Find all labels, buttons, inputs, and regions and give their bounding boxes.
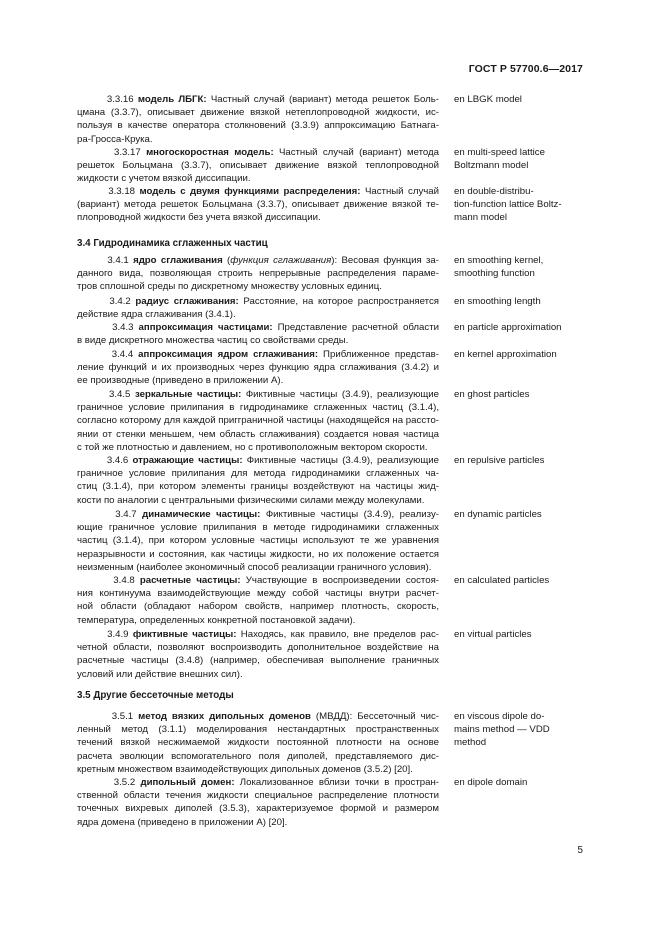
definition-entry (77, 628, 661, 681)
definition-line: стиц (3.1.4), при котором элементы границы воздействуют на частицы жид- (77, 481, 439, 493)
definition-text (77, 185, 439, 225)
english-equivalent (454, 628, 594, 641)
definition-line: ственной области течения жидкости специальное распределение плотности (77, 790, 439, 802)
definition-line (77, 776, 439, 789)
term-number: 3.5.1 (77, 711, 139, 722)
definition-line (77, 185, 439, 198)
term-number: 3.3.16 (77, 94, 138, 105)
definition-line: ра-Гросса-Крука. (77, 133, 153, 145)
definition-line: 3.4.1 ядро сглаживания (функция сглаживания): Весовая функция за- (77, 255, 439, 266)
english-term-line: en dipole domain (454, 777, 528, 788)
definition-line: ее производные (приведено в приложении А). (77, 375, 284, 387)
term-number: 3.4.2 (77, 296, 136, 307)
definition-text (77, 93, 439, 146)
definition-line: действие ядра сглаживания (3.4.1). (77, 309, 236, 321)
english-term-line: en repulsive particles (454, 455, 545, 466)
english-term-line: en smoothing length (454, 296, 541, 307)
definition-body: Фиктивные частицы (3.4.9), реализующие (241, 389, 439, 400)
english-equivalent (454, 254, 594, 280)
definition-text (77, 628, 439, 681)
english-term-line: en virtual particles (454, 629, 532, 640)
page-number: 5 (577, 845, 583, 856)
definition-line: цмана (3.3.7), описывает движение вязкой нетеплопроводной жидкости, ис- (77, 107, 439, 119)
english-equivalent (454, 388, 594, 401)
definition-line (77, 348, 439, 361)
term-name: зеркальные частицы: (134, 389, 242, 400)
definition-line: ющие граничное условие прилипания в методе гидродинамики сглаженных (77, 522, 439, 534)
definition-entry (77, 93, 661, 146)
definition-body: Находясь, как правило, вне пределов рас- (236, 629, 439, 640)
definition-line: неизменным (наиболее экономичный способ реализации граничного условия). (77, 561, 432, 573)
definition-body: Частный случай (вариант) метода (273, 147, 440, 158)
english-term-line: en dynamic particles (454, 509, 542, 520)
english-term-line: en multi-speed lattice (454, 147, 545, 158)
definition-line (77, 710, 439, 723)
definition-entry (77, 508, 661, 574)
definition-body: : Весовая функция за- (334, 255, 439, 266)
english-term-line: en calculated particles (454, 575, 550, 586)
term-name: аппроксимация частицами: (138, 322, 273, 333)
english-term-line: smoothing function (454, 268, 535, 280)
definition-entry (77, 574, 661, 627)
definition-line: (вариант) метода решеток Больцмана (3.3.7), описывает движение вязкой те- (77, 199, 439, 211)
term-synonym: функция сглаживания (230, 255, 332, 266)
definition-body: Фиктивные частицы (3.4.9), реализу- (260, 509, 439, 520)
english-term-line: en particle approximation (454, 322, 562, 333)
definition-entry (77, 146, 661, 186)
definition-line: ной области (обладают набором свойств, например плотность, скорость, (77, 601, 439, 613)
definition-line: ядра домена (приведено в приложении А) [20]. (77, 816, 288, 828)
definition-line: кости по аналогии с центральными физическими силами между молекулами. (77, 494, 425, 506)
definition-body: Расстояние, на которое распространяется (238, 296, 439, 307)
definition-line: четной области, позволяют воспроизводить дополнительное воздействие на (77, 642, 439, 654)
definition-entry (77, 295, 661, 321)
definition-text (77, 574, 439, 627)
term-name: радиус сглаживания: (135, 296, 239, 307)
definition-text (77, 388, 439, 454)
definition-line: данного вида, позволяющая строить непрерывные распределения параме- (77, 268, 439, 280)
definition-line (77, 146, 439, 159)
definition-text (77, 348, 439, 388)
definition-text (77, 146, 439, 186)
definition-entry (77, 185, 661, 225)
english-equivalent (454, 710, 594, 750)
definition-line: граничное условие прилипания для метода гидродинамики сглаженных ча- (77, 468, 439, 480)
definition-line: согласно которому для каждой пригграничной частицы (находящейся на рассто- (77, 415, 439, 427)
term-number: 3.4.3 (77, 322, 139, 333)
term-name: многоскоростная модель: (146, 147, 274, 158)
term-number: 3.4.1 (77, 255, 134, 266)
term-name: ядро сглаживания (133, 255, 223, 266)
definition-text (77, 710, 439, 776)
definition-line (77, 574, 439, 587)
definition-line (77, 388, 439, 401)
english-term-line: mains method — VDD (454, 724, 550, 736)
english-term-line: en smoothing kernel, (454, 255, 544, 266)
english-term-line: method (454, 737, 487, 749)
definition-body: Представление расчетной области (272, 322, 439, 333)
definition-entry (77, 710, 661, 776)
term-name: динамические частицы: (142, 509, 261, 520)
definition-body: Частный случай (вариант) метода решеток Боль- (206, 94, 440, 105)
definition-line: расчета эволюции вспомогательного поля диполей, представляемого дис- (77, 750, 439, 762)
definition-line: решеток Больцмана (3.3.7), описывает движение вязкой теплопроводной (77, 160, 439, 172)
definition-body: Участвующие в воспроизведении состоя- (240, 575, 439, 586)
english-equivalent (454, 574, 594, 587)
definition-line: тров сплошной среды по дискретному множеству условных единиц. (77, 281, 382, 293)
definition-body: Локализованное вблизи точки в простран- (234, 777, 439, 788)
english-term-line: en double-distribu- (454, 186, 534, 197)
term-number: 3.4.8 (77, 575, 140, 586)
term-name: модель с двумя функциями распределения: (139, 186, 361, 197)
definition-line: янии от стенки меньшем, чем область сглаживания) создается новая частица (77, 428, 439, 440)
section-heading-3-4: 3.4 Гидродинамика сглаженных частиц (77, 238, 268, 249)
english-term-line: en LBGK model (454, 94, 522, 105)
term-name: модель ЛБГК: (137, 94, 207, 105)
english-term-line: mann model (454, 212, 507, 224)
definition-line: точечных вихревых диполей (3.5.3), характеризуемое формой и размером (77, 803, 439, 815)
term-number: 3.4.4 (77, 349, 139, 360)
definition-entry (77, 776, 661, 829)
definition-line: ния континуума взаимодействующие между собой частицы внутри расчет- (77, 588, 439, 600)
english-equivalent (454, 348, 594, 361)
definition-line: течений вязкой несжимаемой жидкости постоянной плотности на основе (77, 737, 439, 749)
definition-line (77, 321, 439, 334)
english-term-line: en viscous dipole do- (454, 711, 545, 722)
english-equivalent (454, 508, 594, 521)
definition-line: ленный метод (3.1.1) моделирования нестандартных пространственных (77, 724, 439, 736)
definition-body: Частный случай (360, 186, 440, 197)
term-number: 3.4.6 (77, 455, 133, 466)
english-term-line: tion-function lattice Boltz- (454, 199, 562, 211)
definition-line: плопроводной жидкости без учета вязкой диссипации. (77, 212, 321, 224)
term-name: метод вязких дипольных доменов (138, 711, 311, 722)
term-number: 3.4.5 (77, 389, 135, 400)
definition-line: ление функций и их производных через функцию ядра сглаживания (3.4.2) и (77, 362, 439, 374)
definition-text (77, 254, 439, 294)
english-equivalent (454, 295, 594, 308)
definition-line: с той же плотностью и давлением, но с противоположным вектором скорости. (77, 441, 428, 453)
definition-entry (77, 388, 661, 454)
term-number: 3.4.9 (77, 629, 133, 640)
english-equivalent (454, 776, 594, 789)
english-equivalent (454, 93, 594, 106)
definition-line: граничное условие прилипания в гидродинамике сглаженных частиц (3.1.4), (77, 402, 439, 414)
definition-line: неразрывности и состояния, как частицы жидкости, но их положение остается (77, 548, 439, 560)
term-number: 3.4.7 (77, 509, 143, 520)
definition-entry (77, 321, 661, 347)
english-equivalent (454, 185, 594, 225)
definition-entry (77, 454, 661, 507)
definition-body: Приближенное представ- (318, 349, 439, 360)
term-name: аппроксимация ядром сглаживания: (138, 349, 319, 360)
definition-line: частиц (3.1.4), при котором условные частицы используют те же уравнения (77, 535, 439, 547)
term-name: отражающие частицы: (132, 455, 243, 466)
term-name: фиктивные частицы: (132, 629, 237, 640)
definition-text (77, 776, 439, 829)
english-equivalent (454, 454, 594, 467)
definition-body: (МВДД): Бессеточный чис- (310, 711, 439, 722)
definition-line (77, 628, 439, 641)
definition-text (77, 454, 439, 507)
definition-line: жидкости с учетом вязкой диссипации. (77, 173, 251, 185)
definition-body: Фиктивные частицы (3.4.9), реализующие (242, 455, 439, 466)
term-name: дипольный домен: (140, 777, 235, 788)
definition-text (77, 321, 439, 347)
definition-line: температура, определенных конкретной постановкой задачи). (77, 614, 356, 626)
english-term-line: Boltzmann model (454, 160, 529, 172)
definition-line: пользуя в качестве оператора столкновений (3.3.9) аппроксимацию Батнага- (77, 120, 439, 132)
definition-line (77, 454, 439, 467)
english-equivalent (454, 321, 594, 334)
term-number: 3.3.17 (77, 147, 147, 158)
term-number: 3.3.18 (77, 186, 140, 197)
definition-text (77, 508, 439, 574)
definition-line (77, 93, 439, 106)
definition-line: в виде дискретного множества частиц со свойствами среды. (77, 335, 349, 347)
definition-line (77, 508, 439, 521)
document-header: ГОСТ Р 57700.6—2017 (468, 63, 583, 75)
english-term-line: en ghost particles (454, 389, 530, 400)
definition-line: кретным множеством взаимодействующих дипольных доменов (3.5.2) [20]. (77, 763, 413, 775)
term-name: расчетные частицы: (139, 575, 241, 586)
definition-entry (77, 348, 661, 388)
definition-line: расчетные частицы (3.4.8) (например, обеспечивая выполнение граничных (77, 655, 439, 667)
section-heading-3-5: 3.5 Другие бессеточные методы (77, 690, 234, 701)
definition-text (77, 295, 439, 321)
english-term-line: en kernel approximation (454, 349, 557, 360)
term-number: 3.5.2 (77, 777, 141, 788)
definition-line (77, 295, 439, 308)
definition-entry (77, 254, 661, 294)
definition-line: условий или действие внешних сил). (77, 668, 243, 680)
english-equivalent (454, 146, 594, 172)
